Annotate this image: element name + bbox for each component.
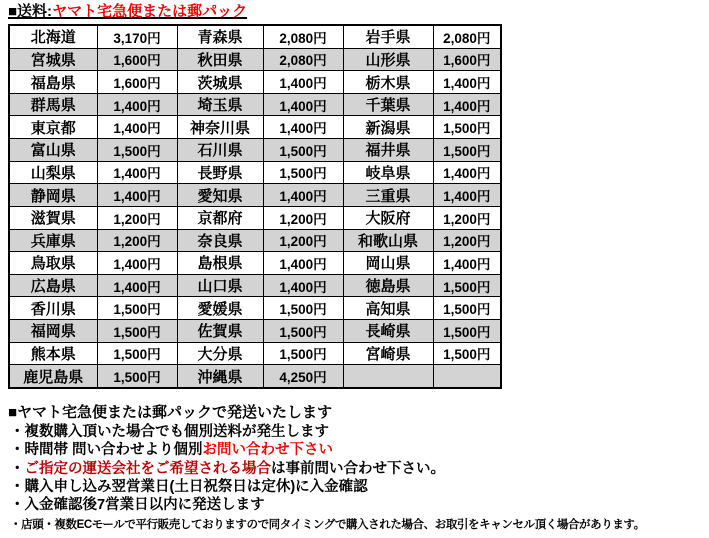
price-cell: 1,600円 xyxy=(97,48,177,71)
prefecture-cell: 大分県 xyxy=(177,342,263,365)
price-cell: 1,500円 xyxy=(97,139,177,162)
prefecture-cell: 茨城県 xyxy=(177,71,263,94)
shipping-fee-table xyxy=(8,24,502,389)
price-cell: 1,400円 xyxy=(433,93,501,116)
prefecture-cell: 千葉県 xyxy=(343,93,433,116)
prefecture-cell: 佐賀県 xyxy=(177,319,263,342)
price-cell: 1,200円 xyxy=(263,229,343,252)
price-cell: 1,400円 xyxy=(263,93,343,116)
price-cell: 2,080円 xyxy=(433,25,501,48)
table-row xyxy=(9,365,501,388)
price-cell: 3,170円 xyxy=(97,25,177,48)
prefecture-cell: 愛知県 xyxy=(177,184,263,207)
prefecture-cell: 長野県 xyxy=(177,161,263,184)
prefecture-cell: 宮崎県 xyxy=(343,342,433,365)
price-cell: 2,080円 xyxy=(263,25,343,48)
price-cell: 1,500円 xyxy=(433,319,501,342)
price-cell: 1,400円 xyxy=(97,93,177,116)
price-cell: 1,500円 xyxy=(97,297,177,320)
note-text: ・ xyxy=(10,460,25,477)
table-row xyxy=(9,71,501,94)
price-cell: 1,500円 xyxy=(433,297,501,320)
price-cell: 1,500円 xyxy=(97,365,177,388)
price-cell: 1,400円 xyxy=(263,184,343,207)
table-row xyxy=(9,206,501,229)
price-cell: 1,400円 xyxy=(263,274,343,297)
shipping-fee-title-prefix: ■送料: xyxy=(8,3,53,20)
price-cell: 1,500円 xyxy=(263,161,343,184)
price-cell: 1,200円 xyxy=(97,229,177,252)
prefecture-cell: 京都府 xyxy=(177,206,263,229)
table-row xyxy=(9,161,501,184)
prefecture-cell: 香川県 xyxy=(9,297,97,320)
shipping-notes-heading: ■ヤマト宅急便または郵パックで発送いたします xyxy=(8,404,333,421)
table-row xyxy=(9,184,501,207)
prefecture-cell: 秋田県 xyxy=(177,48,263,71)
prefecture-cell: 愛媛県 xyxy=(177,297,263,320)
prefecture-cell: 東京都 xyxy=(9,116,97,139)
prefecture-cell: 新潟県 xyxy=(343,116,433,139)
prefecture-cell: 山口県 xyxy=(177,274,263,297)
price-cell: 1,400円 xyxy=(97,161,177,184)
prefecture-cell: 岐阜県 xyxy=(343,161,433,184)
table-row xyxy=(9,93,501,116)
price-cell: 1,400円 xyxy=(433,161,501,184)
price-cell: 1,400円 xyxy=(263,252,343,275)
prefecture-cell: 福岡県 xyxy=(9,319,97,342)
note-text: ・購入申し込み翌営業日(土日祝祭日は定休)に入金確認 xyxy=(10,478,368,495)
table-row xyxy=(9,252,501,275)
prefecture-cell: 鹿児島県 xyxy=(9,365,97,388)
price-cell: 1,600円 xyxy=(97,71,177,94)
price-cell: 1,400円 xyxy=(97,184,177,207)
prefecture-cell xyxy=(343,365,433,388)
prefecture-cell: 青森県 xyxy=(177,25,263,48)
prefecture-cell: 鳥取県 xyxy=(9,252,97,275)
prefecture-cell: 神奈川県 xyxy=(177,116,263,139)
table-row xyxy=(9,274,501,297)
prefecture-cell: 北海道 xyxy=(9,25,97,48)
note-item xyxy=(10,478,709,496)
table-row xyxy=(9,342,501,365)
note-item xyxy=(10,441,709,459)
price-cell: 1,200円 xyxy=(433,229,501,252)
shipping-fee-title xyxy=(8,2,247,21)
prefecture-cell: 栃木県 xyxy=(343,71,433,94)
prefecture-cell: 広島県 xyxy=(9,274,97,297)
price-cell: 1,400円 xyxy=(97,252,177,275)
prefecture-cell: 福島県 xyxy=(9,71,97,94)
prefecture-cell: 山梨県 xyxy=(9,161,97,184)
table-row xyxy=(9,48,501,71)
price-cell xyxy=(433,365,501,388)
price-cell: 1,500円 xyxy=(433,342,501,365)
note-text: ・店頭・複数ECモールで平行販売しておりますので同タイミングで購入された場合、お取引をキャンセル頂く場合があります。 xyxy=(10,519,645,532)
prefecture-cell: 山形県 xyxy=(343,48,433,71)
price-cell: 1,400円 xyxy=(97,116,177,139)
prefecture-cell: 熊本県 xyxy=(9,342,97,365)
price-cell: 1,600円 xyxy=(433,48,501,71)
prefecture-cell: 富山県 xyxy=(9,139,97,162)
price-cell: 1,400円 xyxy=(263,116,343,139)
price-cell: 1,500円 xyxy=(433,139,501,162)
price-cell: 1,400円 xyxy=(433,184,501,207)
note-text-highlight: ご指定の運送会社をご希望される場合 xyxy=(24,460,271,477)
shipping-fee-title-carrier: ヤマト宅急便または郵パック xyxy=(52,3,248,20)
note-item xyxy=(10,423,709,441)
shipping-notes-list xyxy=(10,423,709,533)
table-row xyxy=(9,229,501,252)
price-cell: 1,500円 xyxy=(263,319,343,342)
prefecture-cell: 福井県 xyxy=(343,139,433,162)
table-row xyxy=(9,297,501,320)
price-cell: 1,500円 xyxy=(97,342,177,365)
prefecture-cell: 岩手県 xyxy=(343,25,433,48)
table-row xyxy=(9,116,501,139)
price-cell: 1,500円 xyxy=(263,139,343,162)
prefecture-cell: 岡山県 xyxy=(343,252,433,275)
prefecture-cell: 大阪府 xyxy=(343,206,433,229)
note-text: は事前問い合わせ下さい。 xyxy=(271,460,445,477)
prefecture-cell: 兵庫県 xyxy=(9,229,97,252)
prefecture-cell: 高知県 xyxy=(343,297,433,320)
prefecture-cell: 静岡県 xyxy=(9,184,97,207)
prefecture-cell: 和歌山県 xyxy=(343,229,433,252)
note-text: ・複数購入頂いた場合でも個別送料が発生します xyxy=(10,424,329,440)
prefecture-cell: 長崎県 xyxy=(343,319,433,342)
prefecture-cell: 滋賀県 xyxy=(9,206,97,229)
note-text: ・入金確認後7営業日以内に発送します xyxy=(10,497,265,514)
table-row xyxy=(9,139,501,162)
prefecture-cell: 徳島県 xyxy=(343,274,433,297)
price-cell: 1,400円 xyxy=(433,252,501,275)
table-row xyxy=(9,25,501,48)
prefecture-cell: 島根県 xyxy=(177,252,263,275)
price-cell: 1,200円 xyxy=(97,206,177,229)
prefecture-cell: 三重県 xyxy=(343,184,433,207)
prefecture-cell: 奈良県 xyxy=(177,229,263,252)
note-text-highlight: お問い合わせ下さい xyxy=(202,442,334,459)
price-cell: 4,250円 xyxy=(263,365,343,388)
note-item xyxy=(10,517,709,533)
price-cell: 1,500円 xyxy=(97,319,177,342)
prefecture-cell: 石川県 xyxy=(177,139,263,162)
price-cell: 1,200円 xyxy=(433,206,501,229)
price-cell: 1,500円 xyxy=(263,297,343,320)
price-cell: 1,400円 xyxy=(97,274,177,297)
note-item xyxy=(10,496,709,514)
note-text: ・時間帯 問い合わせより個別 xyxy=(10,442,203,459)
price-cell: 1,500円 xyxy=(263,342,343,365)
prefecture-cell: 沖縄県 xyxy=(177,365,263,388)
prefecture-cell: 群馬県 xyxy=(9,93,97,116)
price-cell: 1,400円 xyxy=(433,71,501,94)
price-cell: 2,080円 xyxy=(263,48,343,71)
price-cell: 1,500円 xyxy=(433,116,501,139)
table-row xyxy=(9,319,501,342)
prefecture-cell: 埼玉県 xyxy=(177,93,263,116)
price-cell: 1,400円 xyxy=(263,71,343,94)
price-cell: 1,200円 xyxy=(263,206,343,229)
price-cell: 1,500円 xyxy=(433,274,501,297)
prefecture-cell: 宮城県 xyxy=(9,48,97,71)
note-item xyxy=(10,460,709,478)
